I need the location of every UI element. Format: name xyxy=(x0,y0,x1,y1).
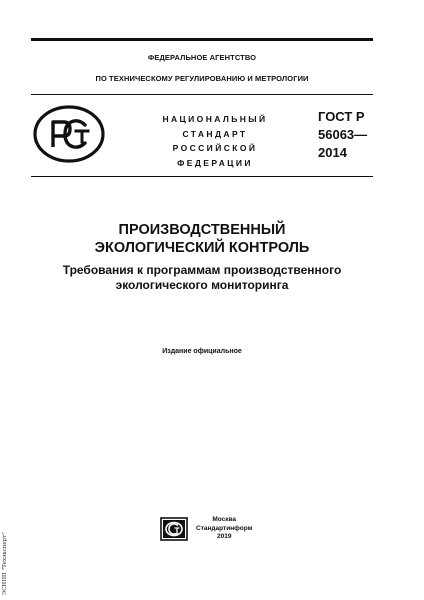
designation-line3: 2014 xyxy=(318,145,347,160)
standard-designation xyxy=(318,108,367,162)
designation-line1: ГОСТ Р xyxy=(318,109,365,124)
publisher-imprint xyxy=(196,516,252,542)
publisher-city: Москва xyxy=(212,516,237,523)
edition-note: Издание официальное xyxy=(162,348,242,355)
agency-name-line1: ФЕДЕРАЛЬНОЕ АГЕНТСТВО xyxy=(147,53,257,62)
side-stamp: ЭСНПП "Техэксперт" xyxy=(2,532,8,595)
national-standard-line: РОССИЙСКОЙ xyxy=(172,143,258,153)
national-standard-line: ФЕДЕРАЦИИ xyxy=(177,157,253,168)
middle-rule xyxy=(31,94,373,95)
top-rule xyxy=(31,38,373,41)
national-standard-line: СТАНДАРТ xyxy=(182,128,248,139)
subtitle-line2: экологического мониторинга xyxy=(115,278,289,292)
publisher-name: Стандартинформ xyxy=(196,524,253,532)
designation-line2: 56063— xyxy=(318,127,368,142)
standartinform-logo-icon xyxy=(160,517,188,541)
bottom-rule xyxy=(31,176,373,177)
national-standard-block xyxy=(140,112,290,170)
document-subtitle xyxy=(31,263,373,293)
gost-rst-logo-icon xyxy=(33,105,105,163)
subtitle-line1: Требования к программам производственного xyxy=(62,263,342,277)
title-line2: ЭКОЛОГИЧЕСКИЙ КОНТРОЛЬ xyxy=(94,240,310,256)
publication-year: 2019 xyxy=(216,533,232,540)
national-standard-line: НАЦИОНАЛЬНЫЙ xyxy=(162,114,268,124)
document-title xyxy=(31,221,373,257)
title-line1: ПРОИЗВОДСТВЕННЫЙ xyxy=(118,222,286,238)
agency-name-line2: ПО ТЕХНИЧЕСКОМУ РЕГУЛИРОВАНИЮ И МЕТРОЛОГИИ xyxy=(95,74,309,83)
